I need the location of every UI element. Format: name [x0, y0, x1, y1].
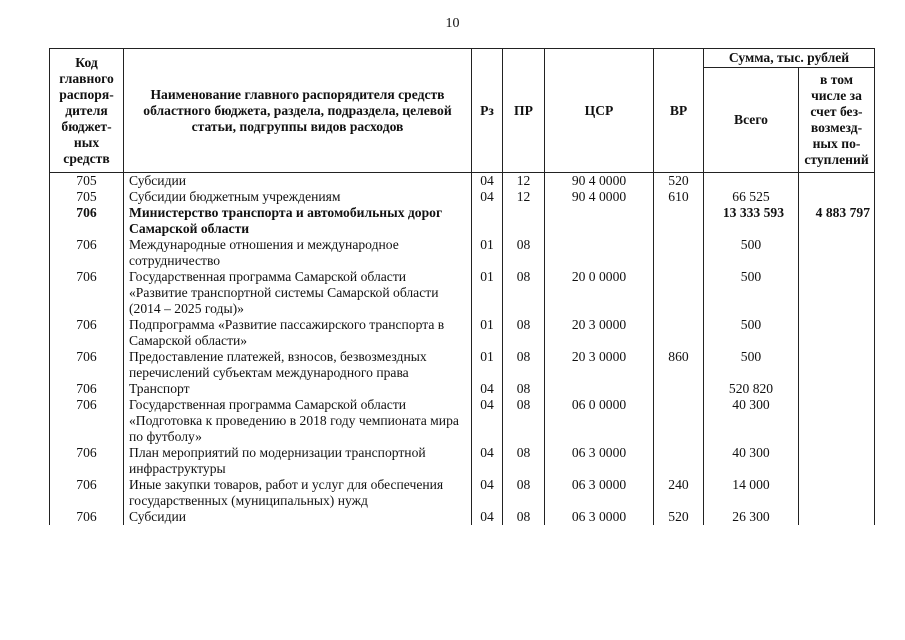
- cell-csr: 90 4 0000: [545, 173, 654, 190]
- cell-total: 66 525: [704, 189, 799, 205]
- cell-csr: [545, 381, 654, 397]
- cell-rz: 01: [472, 269, 503, 317]
- cell-total: 500: [704, 237, 799, 269]
- cell-rz: 01: [472, 237, 503, 269]
- cell-code: 706: [50, 477, 124, 509]
- cell-pr: [503, 205, 545, 237]
- cell-name: Международные отношения и международное сотрудничество: [124, 237, 472, 269]
- cell-incl: [799, 189, 875, 205]
- cell-pr: 08: [503, 237, 545, 269]
- cell-csr: 06 3 0000: [545, 477, 654, 509]
- cell-incl: [799, 397, 875, 445]
- cell-code: 706: [50, 205, 124, 237]
- table-row: [50, 477, 875, 509]
- cell-name: Государственная программа Самарской области «Развитие транспортной системы Самарской области (2014 – 2025 годы)»: [124, 269, 472, 317]
- cell-vr: [654, 397, 704, 445]
- cell-total: 500: [704, 317, 799, 349]
- cell-incl: 4 883 797: [799, 205, 875, 237]
- cell-vr: [654, 269, 704, 317]
- cell-code: 705: [50, 173, 124, 190]
- header-rz: Рз: [472, 49, 503, 173]
- cell-csr: 20 0 0000: [545, 269, 654, 317]
- budget-table: [49, 48, 875, 525]
- table-row: [50, 269, 875, 317]
- table-row: [50, 509, 875, 525]
- cell-total: 26 300: [704, 509, 799, 525]
- cell-pr: 08: [503, 445, 545, 477]
- cell-code: 706: [50, 397, 124, 445]
- header-csr: ЦСР: [545, 49, 654, 173]
- page-number: 10: [445, 16, 460, 31]
- cell-pr: 12: [503, 189, 545, 205]
- cell-incl: [799, 477, 875, 509]
- table-row: [50, 237, 875, 269]
- cell-code: 705: [50, 189, 124, 205]
- cell-name: Транспорт: [124, 381, 472, 397]
- cell-rz: [472, 205, 503, 237]
- cell-pr: 08: [503, 349, 545, 381]
- cell-csr: 90 4 0000: [545, 189, 654, 205]
- cell-rz: 01: [472, 349, 503, 381]
- cell-code: 706: [50, 509, 124, 525]
- cell-vr: [654, 237, 704, 269]
- cell-pr: 08: [503, 317, 545, 349]
- cell-vr: 610: [654, 189, 704, 205]
- cell-total: 40 300: [704, 397, 799, 445]
- header-code: Код главного распоря-дителя бюджет-ных средств: [50, 49, 124, 173]
- header-name: Наименование главного распорядителя средств областного бюджета, раздела, подраздела, целевой статьи, подгруппы видов расходов: [124, 49, 472, 173]
- cell-total: [704, 173, 799, 190]
- header-pr: ПР: [503, 49, 545, 173]
- cell-pr: 08: [503, 477, 545, 509]
- cell-rz: 04: [472, 173, 503, 190]
- cell-vr: [654, 317, 704, 349]
- cell-code: 706: [50, 445, 124, 477]
- cell-name: Субсидии: [124, 509, 472, 525]
- cell-name: Предоставление платежей, взносов, безвозмездных перечислений субъектам международного права: [124, 349, 472, 381]
- cell-rz: 04: [472, 397, 503, 445]
- cell-code: 706: [50, 269, 124, 317]
- table-row: [50, 189, 875, 205]
- cell-incl: [799, 237, 875, 269]
- cell-csr: 06 0 0000: [545, 397, 654, 445]
- header-sum: Сумма, тыс. рублей: [704, 49, 875, 68]
- cell-csr: [545, 237, 654, 269]
- table-header: [50, 49, 875, 173]
- cell-rz: 04: [472, 445, 503, 477]
- table-row: [50, 349, 875, 381]
- cell-vr: 520: [654, 509, 704, 525]
- cell-pr: 08: [503, 269, 545, 317]
- table-row: [50, 397, 875, 445]
- cell-vr: [654, 445, 704, 477]
- cell-csr: 20 3 0000: [545, 349, 654, 381]
- cell-code: 706: [50, 237, 124, 269]
- cell-name: Субсидии бюджетным учреждениям: [124, 189, 472, 205]
- header-incl: в том числе за счет без-возмезд-ных по-ступлений: [799, 68, 875, 173]
- cell-total: 520 820: [704, 381, 799, 397]
- cell-vr: [654, 381, 704, 397]
- cell-total: 14 000: [704, 477, 799, 509]
- cell-rz: 04: [472, 477, 503, 509]
- cell-pr: 08: [503, 381, 545, 397]
- table-row: [50, 317, 875, 349]
- cell-rz: 04: [472, 381, 503, 397]
- cell-name: План мероприятий по модернизации транспортной инфраструктуры: [124, 445, 472, 477]
- cell-name: Министерство транспорта и автомобильных дорог Самарской области: [124, 205, 472, 237]
- cell-csr: 20 3 0000: [545, 317, 654, 349]
- cell-rz: 04: [472, 189, 503, 205]
- cell-incl: [799, 173, 875, 190]
- header-vr: ВР: [654, 49, 704, 173]
- cell-vr: 240: [654, 477, 704, 509]
- cell-rz: 01: [472, 317, 503, 349]
- cell-vr: 860: [654, 349, 704, 381]
- cell-name: Государственная программа Самарской области «Подготовка к проведению в 2018 году чемпионата мира по футболу»: [124, 397, 472, 445]
- cell-rz: 04: [472, 509, 503, 525]
- cell-csr: 06 3 0000: [545, 509, 654, 525]
- cell-pr: 08: [503, 509, 545, 525]
- table-row: [50, 445, 875, 477]
- cell-total: 13 333 593: [704, 205, 799, 237]
- cell-total: 500: [704, 349, 799, 381]
- cell-csr: [545, 205, 654, 237]
- cell-code: 706: [50, 349, 124, 381]
- cell-name: Субсидии: [124, 173, 472, 190]
- cell-incl: [799, 269, 875, 317]
- table-body: [50, 173, 875, 526]
- cell-name: Иные закупки товаров, работ и услуг для обеспечения государственных (муниципальных) нужд: [124, 477, 472, 509]
- cell-code: 706: [50, 317, 124, 349]
- cell-csr: 06 3 0000: [545, 445, 654, 477]
- cell-incl: [799, 317, 875, 349]
- cell-vr: 520: [654, 173, 704, 190]
- table-row: [50, 381, 875, 397]
- cell-name: Подпрограмма «Развитие пассажирского транспорта в Самарской области»: [124, 317, 472, 349]
- cell-pr: 08: [503, 397, 545, 445]
- cell-incl: [799, 509, 875, 525]
- cell-incl: [799, 445, 875, 477]
- cell-code: 706: [50, 381, 124, 397]
- cell-total: 500: [704, 269, 799, 317]
- cell-pr: 12: [503, 173, 545, 190]
- header-total: Всего: [704, 68, 799, 173]
- cell-vr: [654, 205, 704, 237]
- table-row: [50, 173, 875, 190]
- table-row: [50, 205, 875, 237]
- cell-incl: [799, 381, 875, 397]
- cell-total: 40 300: [704, 445, 799, 477]
- cell-incl: [799, 349, 875, 381]
